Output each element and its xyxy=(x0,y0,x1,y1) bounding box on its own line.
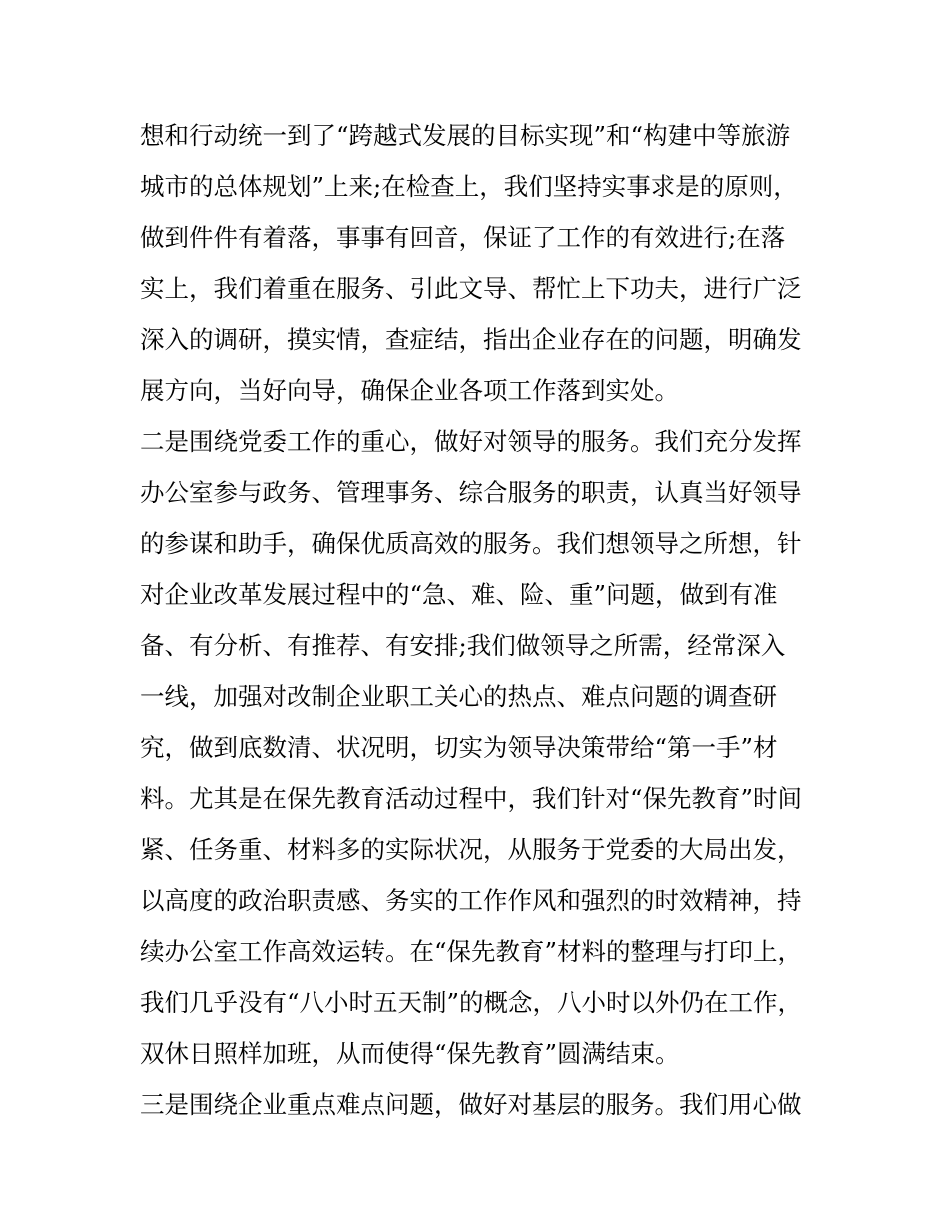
text-line: 展方向，当好向导，确保企业各项工作落到实处。 xyxy=(140,376,679,405)
text-line: 以高度的政治职责感、务实的工作作风和强烈的时效精神，持 xyxy=(140,886,802,915)
text-line: 三是围绕企业重点难点问题，做好对基层的服务。我们用心做 xyxy=(140,1090,802,1119)
text-line: 对企业改革发展过程中的“急、难、险、重”问题，做到有准 xyxy=(140,580,778,609)
text-line: 备、有分析、有推荐、有安排;我们做领导之所需，经常深入 xyxy=(140,631,786,660)
text-line: 二是围绕党委工作的重心，做好对领导的服务。我们充分发挥 xyxy=(140,427,802,456)
text-line: 做到件件有着落，事事有回音，保证了工作的有效进行;在落 xyxy=(140,223,786,252)
text-line: 续办公室工作高效运转。在“保先教育”材料的整理与打印上， xyxy=(140,937,803,966)
text-line: 想和行动统一到了“跨越式发展的目标实现”和“构建中等旅游 xyxy=(140,121,791,150)
text-line: 我们几乎没有“八小时五天制”的概念，八小时以外仍在工作， xyxy=(140,988,803,1017)
text-line: 双休日照样加班，从而使得“保先教育”圆满结束。 xyxy=(140,1039,680,1068)
text-line: 究，做到底数清、状况明，切实为领导决策带给“第一手”材 xyxy=(140,733,778,762)
text-line: 紧、任务重、材料多的实际状况，从服务于党委的大局出发， xyxy=(140,835,802,864)
text-line: 的参谋和助手，确保优质高效的服务。我们想领导之所想，针 xyxy=(140,529,802,558)
text-line: 料。尤其是在保先教育活动过程中，我们针对“保先教育”时间 xyxy=(140,784,803,813)
text-line: 办公室参与政务、管理事务、综合服务的职责，认真当好领导 xyxy=(140,478,802,507)
text-line: 城市的总体规划”上来;在检查上，我们坚持实事求是的原则， xyxy=(140,172,798,201)
text-line: 深入的调研，摸实情，查症结，指出企业存在的问题，明确发 xyxy=(140,325,802,354)
text-line: 一线，加强对改制企业职工关心的热点、难点问题的调查研 xyxy=(140,682,777,711)
body-text xyxy=(140,110,820,1130)
text-line: 实上，我们着重在服务、引此文导、帮忙上下功夫，进行广泛 xyxy=(140,274,802,303)
